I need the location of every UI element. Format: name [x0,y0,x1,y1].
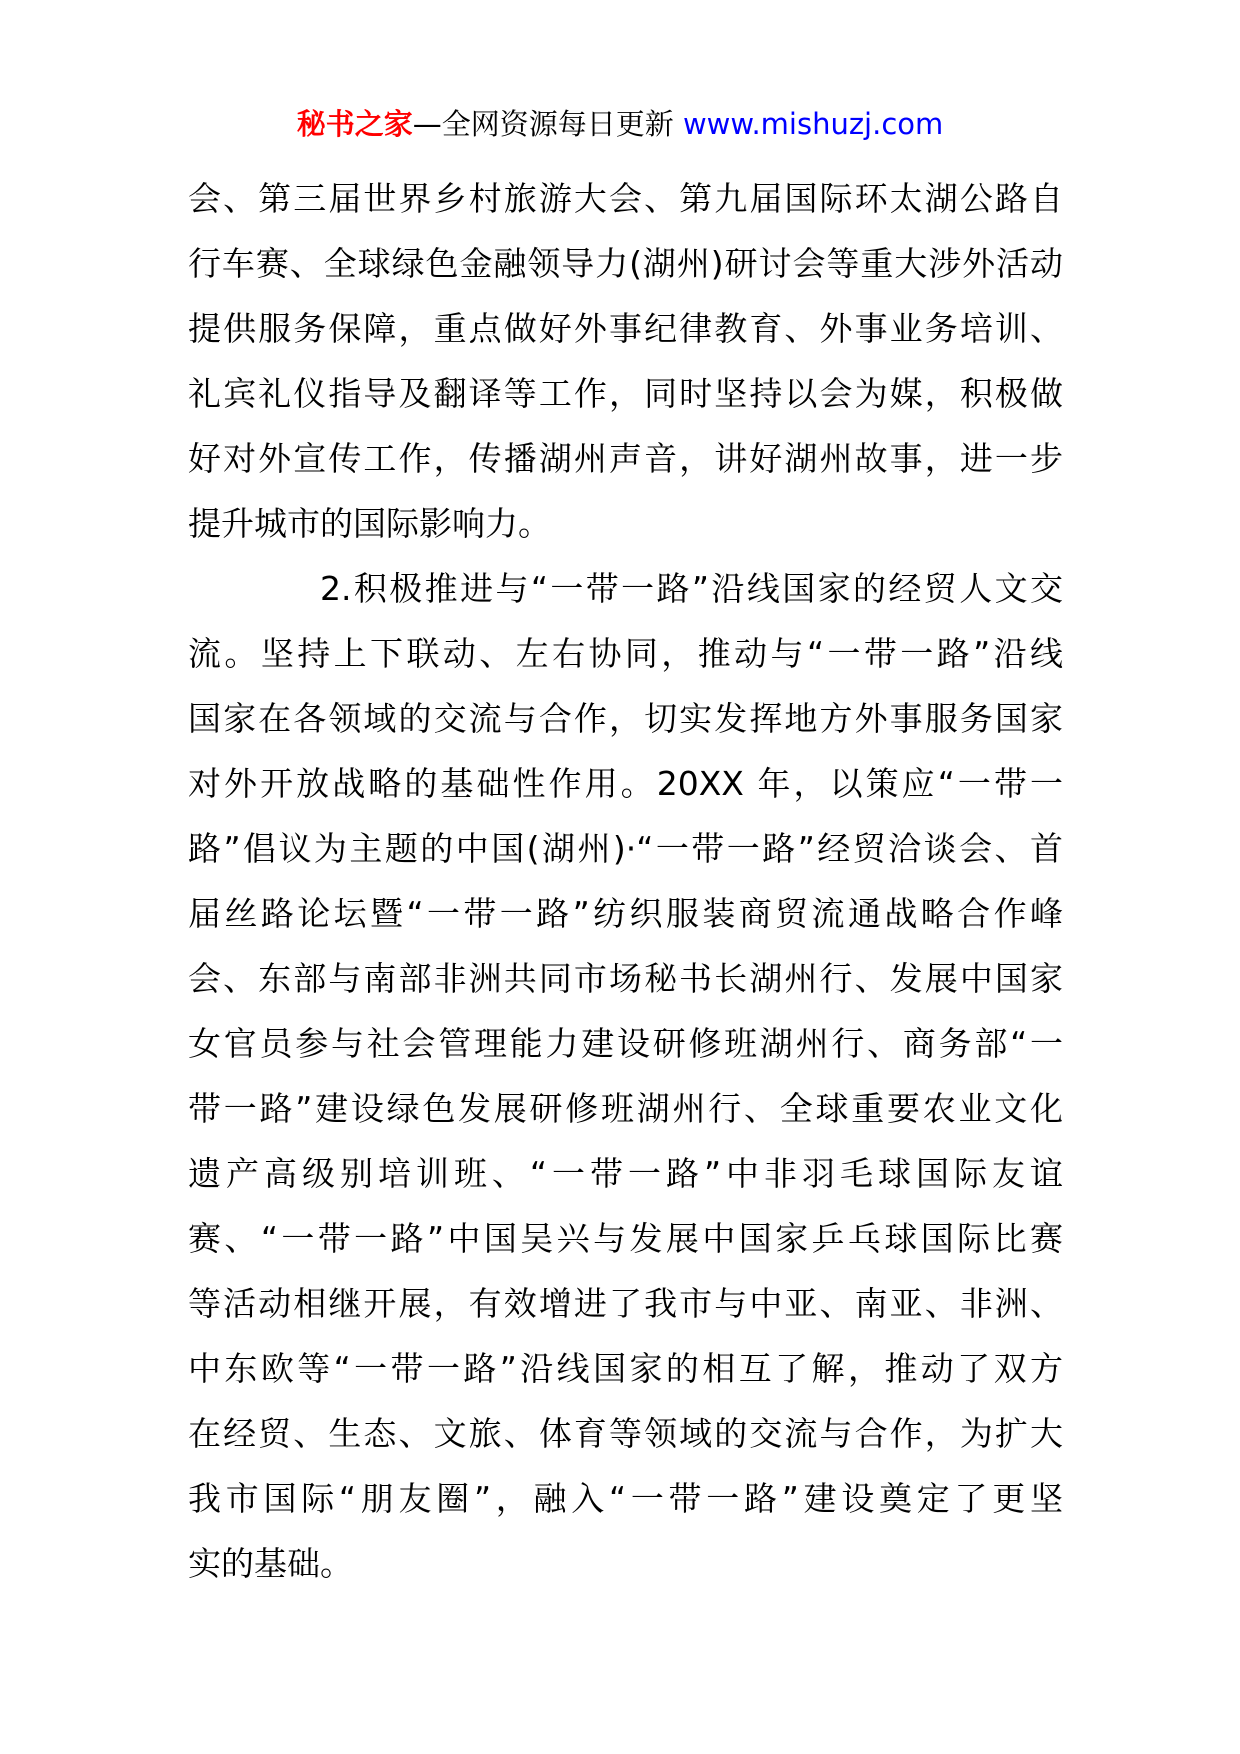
text-line: 会、东部与南部非洲共同市场秘书长湖州行、发展中国家 [188,959,1063,998]
paragraph-2 [188,556,1063,1596]
text-line: 女官员参与社会管理能力建设研修班湖州行、商务部“一 [188,1024,1063,1063]
section-heading-line: 2.积极推进与“一带一路”沿线国家的经贸人文交 [320,569,1063,608]
text-line: 流。坚持上下联动、左右协同，推动与“一带一路”沿线 [188,634,1063,673]
text-line: 遗产高级别培训班、“一带一路”中非羽毛球国际友谊 [188,1154,1063,1193]
header-tagline: —全网资源每日更新 [412,107,683,141]
text-line: 等活动相继开展，有效增进了我市与中亚、南亚、非洲、 [188,1284,1063,1323]
text-line: 好对外宣传工作，传播湖州声音，讲好湖州故事，进一步 [188,439,1063,478]
text-line: 对外开放战略的基础性作用。20XX 年，以策应“一带一 [188,764,1063,803]
text-line: 在经贸、生态、文旅、体育等领域的交流与合作，为扩大 [188,1414,1063,1453]
text-line: 中东欧等“一带一路”沿线国家的相互了解，推动了双方 [188,1349,1063,1388]
text-line: 路”倡议为主题的中国(湖州)·“一带一路”经贸洽谈会、首 [188,829,1063,868]
text-line: 提升城市的国际影响力。 [188,504,551,543]
brand-name: 秘书之家 [296,107,413,141]
text-line: 提供服务保障，重点做好外事纪律教育、外事业务培训、 [188,309,1063,348]
text-line: 会、第三届世界乡村旅游大会、第九届国际环太湖公路自 [188,179,1063,218]
document-body [188,166,1063,1596]
website-url[interactable]: www.mishuzj.com [682,107,944,141]
text-line: 国家在各领域的交流与合作，切实发挥地方外事服务国家 [188,699,1063,738]
text-line: 带一路”建设绿色发展研修班湖州行、全球重要农业文化 [188,1089,1063,1128]
page-header [0,104,1240,144]
text-line: 礼宾礼仪指导及翻译等工作，同时坚持以会为媒，积极做 [188,374,1063,413]
text-line: 我市国际“朋友圈”，融入“一带一路”建设奠定了更坚 [188,1479,1063,1518]
paragraph-1 [188,166,1063,556]
text-line: 行车赛、全球绿色金融领导力(湖州)研讨会等重大涉外活动 [188,244,1063,283]
text-line: 赛、“一带一路”中国吴兴与发展中国家乒乓球国际比赛 [188,1219,1063,1258]
text-line: 实的基础。 [188,1544,353,1583]
text-line: 届丝路论坛暨“一带一路”纺织服装商贸流通战略合作峰 [188,894,1063,933]
